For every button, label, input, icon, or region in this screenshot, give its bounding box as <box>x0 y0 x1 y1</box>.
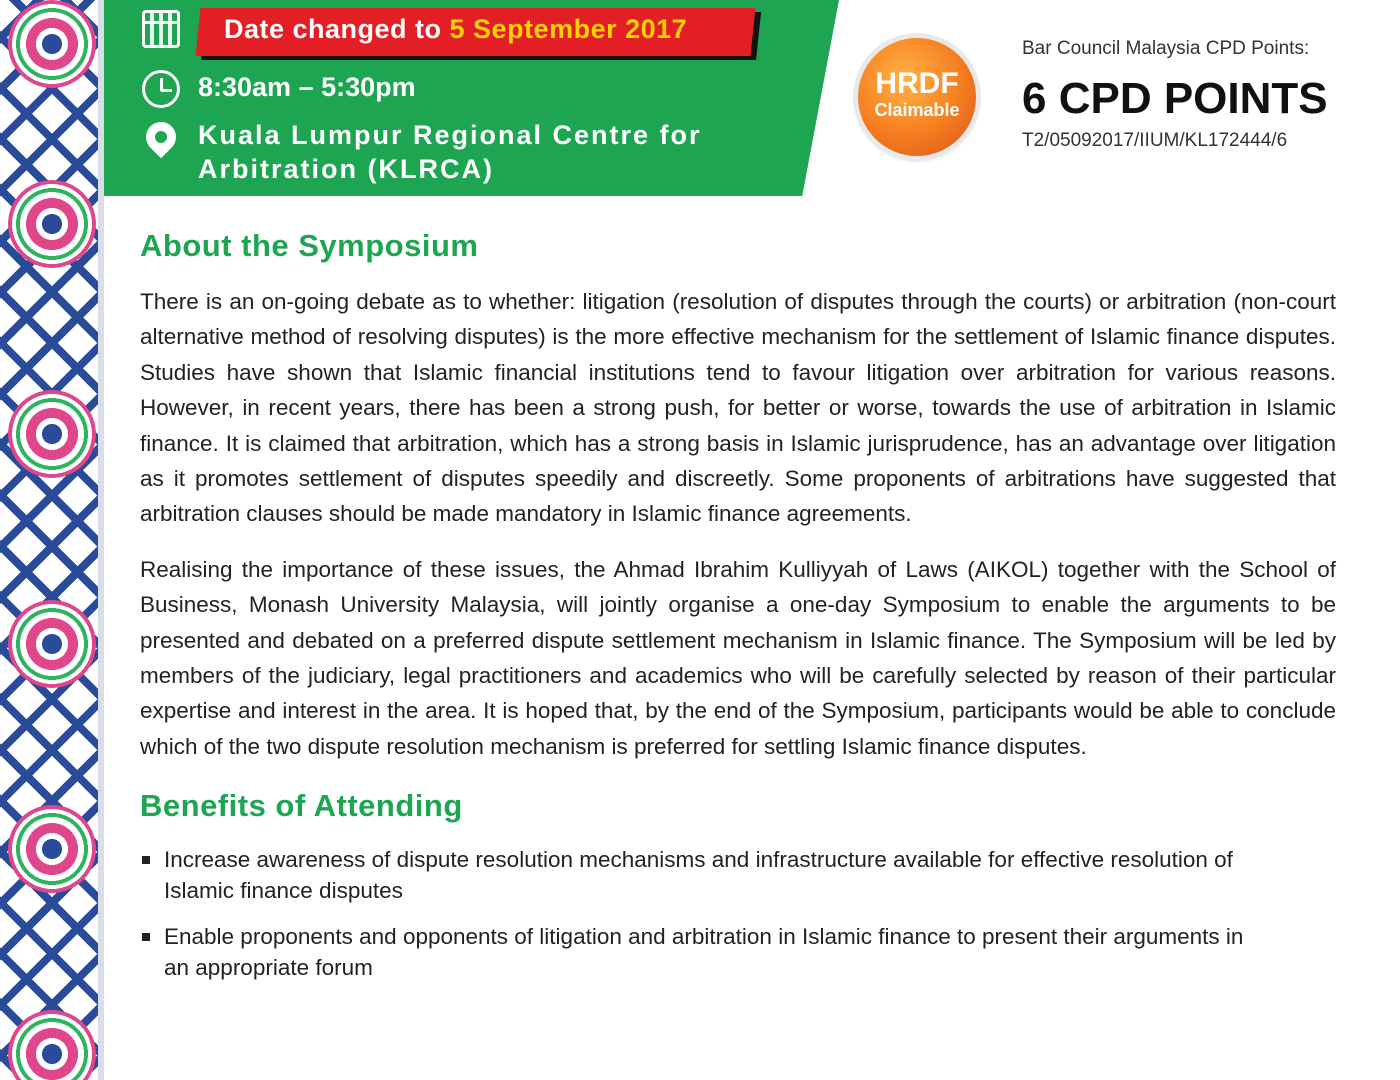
benefit-text: Enable proponents and opponents of litigation and arbitration in Islamic finance to present their arguments in an appropriate forum <box>164 924 1244 981</box>
rosette-ornament <box>8 600 96 688</box>
bullet-icon <box>142 856 150 864</box>
main-content <box>140 226 1336 998</box>
rosette-ornament <box>8 805 96 893</box>
hrdf-badge <box>858 38 976 156</box>
calendar-icon <box>142 10 180 48</box>
benefit-text: Increase awareness of dispute resolution mechanisms and infrastructure available for effective resolution of Islamic finance disputes <box>164 847 1233 904</box>
about-paragraph-2: Realising the importance of these issues, the Ahmad Ibrahim Kulliyyah of Laws (AIKOL) together with the School of Business, Monash University Malaysia, will jointly organise a one-day Symposium to enable the arguments to be presented and debated on a preferred dispute settlement mechanism in Islamic finance. The Symposium will be led by members of the judiciary, legal practitioners and academics who will be carefully selected by reason of their particular expertise and interest in the area. It is hoped that, by the end of the Symposium, participants would be able to conclude which of the two dispute resolution mechanism is preferred for settling Islamic finance disputes. <box>140 556 1336 759</box>
about-heading: About the Symposium <box>140 228 479 263</box>
about-paragraph-1: There is an on-going debate as to whether: litigation (resolution of disputes through the courts) or arbitration (non-court alternative method of resolving disputes) is the more effective mechanism for the settlement of Islamic finance disputes. Studies have shown that Islamic financial institutions tend to favour litigation over arbitration for various reasons. However, in recent years, there has been a strong push, for better or worse, towards the use of arbitration in Islamic finance. It is claimed that arbitration, which has a strong basis in Islamic jurisprudence, has an advantage over litigation as it promotes settlement of disputes speedily and discreetly. Some proponents of arbitrations have suggested that arbitration clauses should be made mandatory in Islamic finance agreements. <box>140 289 1336 527</box>
cpd-label: Bar Council Malaysia CPD Points: <box>1022 38 1310 59</box>
bullet-icon <box>142 933 150 941</box>
cpd-code: T2/05092017/IIUM/KL172444/6 <box>1022 130 1288 151</box>
decorative-border <box>0 0 104 1080</box>
date-notice <box>224 14 687 48</box>
rosette-ornament <box>8 1010 96 1080</box>
event-time: 8:30am – 5:30pm <box>198 72 416 102</box>
clock-icon <box>142 70 180 108</box>
benefits-list <box>140 844 1336 983</box>
list-item <box>140 921 1270 983</box>
hrdf-title: HRDF <box>875 67 959 100</box>
list-item <box>140 844 1270 906</box>
event-venue: Kuala Lumpur Regional Centre for Arbitration (KLRCA) <box>198 120 702 184</box>
cpd-points: 6 CPD POINTS <box>1022 74 1328 123</box>
hrdf-subtitle: Claimable <box>874 100 960 120</box>
date-prefix: Date changed to <box>224 14 450 44</box>
rosette-ornament <box>8 0 96 88</box>
rosette-ornament <box>8 180 96 268</box>
benefits-heading: Benefits of Attending <box>140 788 463 824</box>
date-value: 5 September 2017 <box>449 14 688 44</box>
rosette-ornament <box>8 390 96 478</box>
border-edge <box>98 0 104 1080</box>
